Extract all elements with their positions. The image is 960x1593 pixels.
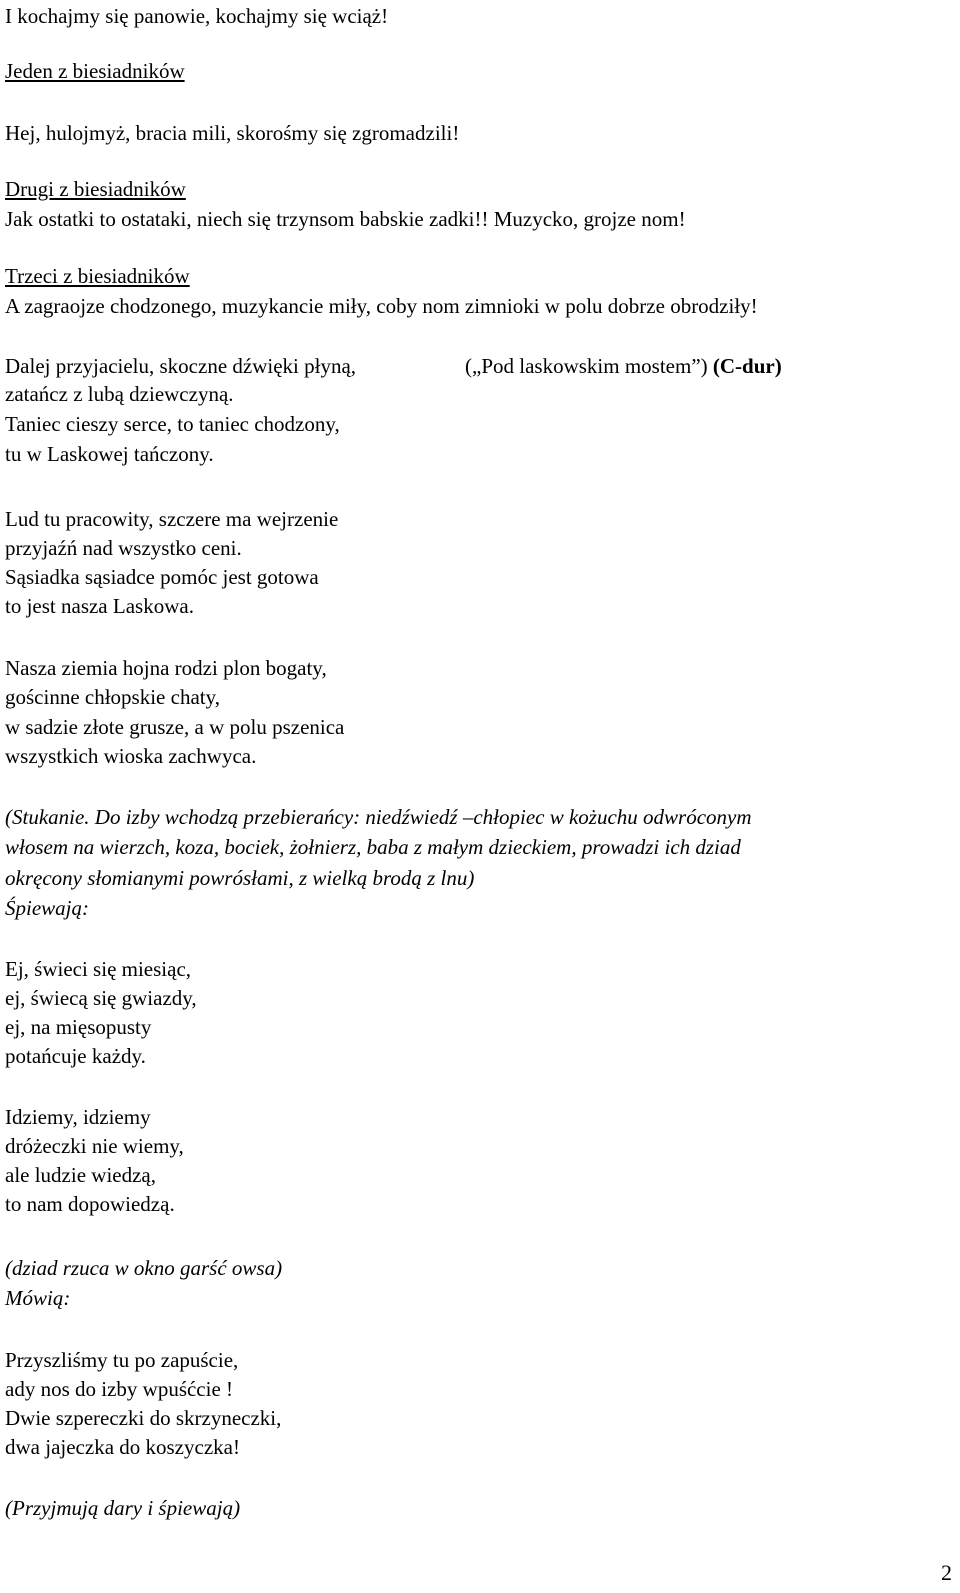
intro-line-4: A zagraojze chodzonego, muzykancie miły, coby nom zimnioki w polu dobrze obrodziły! <box>5 294 758 318</box>
verse-line: w sadzie złote grusze, a w polu pszenica <box>5 715 345 739</box>
sing-label: Śpiewają: <box>5 896 89 920</box>
verse-line: gościnne chłopskie chaty, <box>5 685 220 709</box>
tune-label <box>465 352 782 380</box>
verse-line: Idziemy, idziemy <box>5 1105 151 1129</box>
verse-line: Nasza ziemia hojna rodzi plon bogaty, <box>5 656 327 680</box>
tune-key: (C-dur) <box>712 354 782 378</box>
verse-line: Taniec cieszy serce, to taniec chodzony, <box>5 412 340 436</box>
intro-line-1: I kochajmy się panowie, kochajmy się wciąż! <box>5 4 389 28</box>
verse-line: Lud tu pracowity, szczere ma wejrzenie <box>5 507 339 531</box>
verse-line: ej, na mięsopusty <box>5 1015 152 1039</box>
verse-line: Ej, świeci się miesiąc, <box>5 957 192 981</box>
intro-line-2: Hej, hulojmyż, bracia mili, skorośmy się zgromadzili! <box>5 121 460 145</box>
verse-line: przyjaźń nad wszystko ceni. <box>5 536 242 560</box>
verse-line: dróżeczki nie wiemy, <box>5 1134 184 1158</box>
say-label: Mówią: <box>5 1286 71 1310</box>
verse-line: potańcuje każdy. <box>5 1044 146 1068</box>
verse-line: Dwie szpereczki do skrzyneczki, <box>5 1406 282 1430</box>
verse-line: tu w Laskowej tańczony. <box>5 442 214 466</box>
speaker-second: Drugi z biesiadników <box>5 177 186 201</box>
verse-line: ady nos do izby wpuśćcie ! <box>5 1377 234 1401</box>
intro-line-3: Jak ostatki to ostataki, niech się trzynsom babskie zadki!! Muzycko, grojze nom! <box>5 207 686 231</box>
stage-line: okręcony słomianymi powrósłami, z wielką brodą z lnu) <box>5 866 475 890</box>
verse-line: ale ludzie wiedzą, <box>5 1163 156 1187</box>
verse-line: zatańcz z lubą dziewczyną. <box>5 382 234 406</box>
verse-line: wszystkich wioska zachwyca. <box>5 744 257 768</box>
stage-line: (dziad rzuca w okno garść owsa) <box>5 1256 283 1280</box>
verse-line: Przyszliśmy tu po zapuście, <box>5 1348 239 1372</box>
speaker-third: Trzeci z biesiadników <box>5 264 190 288</box>
page-number: 2 <box>941 1560 952 1585</box>
verse-line: dwa jajeczka do koszyczka! <box>5 1435 240 1459</box>
verse-line: Dalej przyjacielu, skoczne dźwięki płyną, <box>5 354 357 378</box>
stage-direction-3: (Przyjmują dary i śpiewają) <box>5 1496 241 1520</box>
verse-line: ej, świecą się gwiazdy, <box>5 986 197 1010</box>
tune-title: („Pod laskowskim mostem”) <box>465 354 708 378</box>
verse-line: to nam dopowiedzą. <box>5 1192 175 1216</box>
stage-line: (Stukanie. Do izby wchodzą przebierańcy: niedźwiedź –chłopiec w kożuchu odwróconym <box>5 805 752 829</box>
verse-line: Sąsiadka sąsiadce pomóc jest gotowa <box>5 565 319 589</box>
stage-line: włosem na wierzch, koza, bociek, żołnierz, baba z małym dzieckiem, prowadzi ich dziad <box>5 835 741 859</box>
speaker-first: Jeden z biesiadników <box>5 59 185 83</box>
verse-line: to jest nasza Laskowa. <box>5 594 194 618</box>
